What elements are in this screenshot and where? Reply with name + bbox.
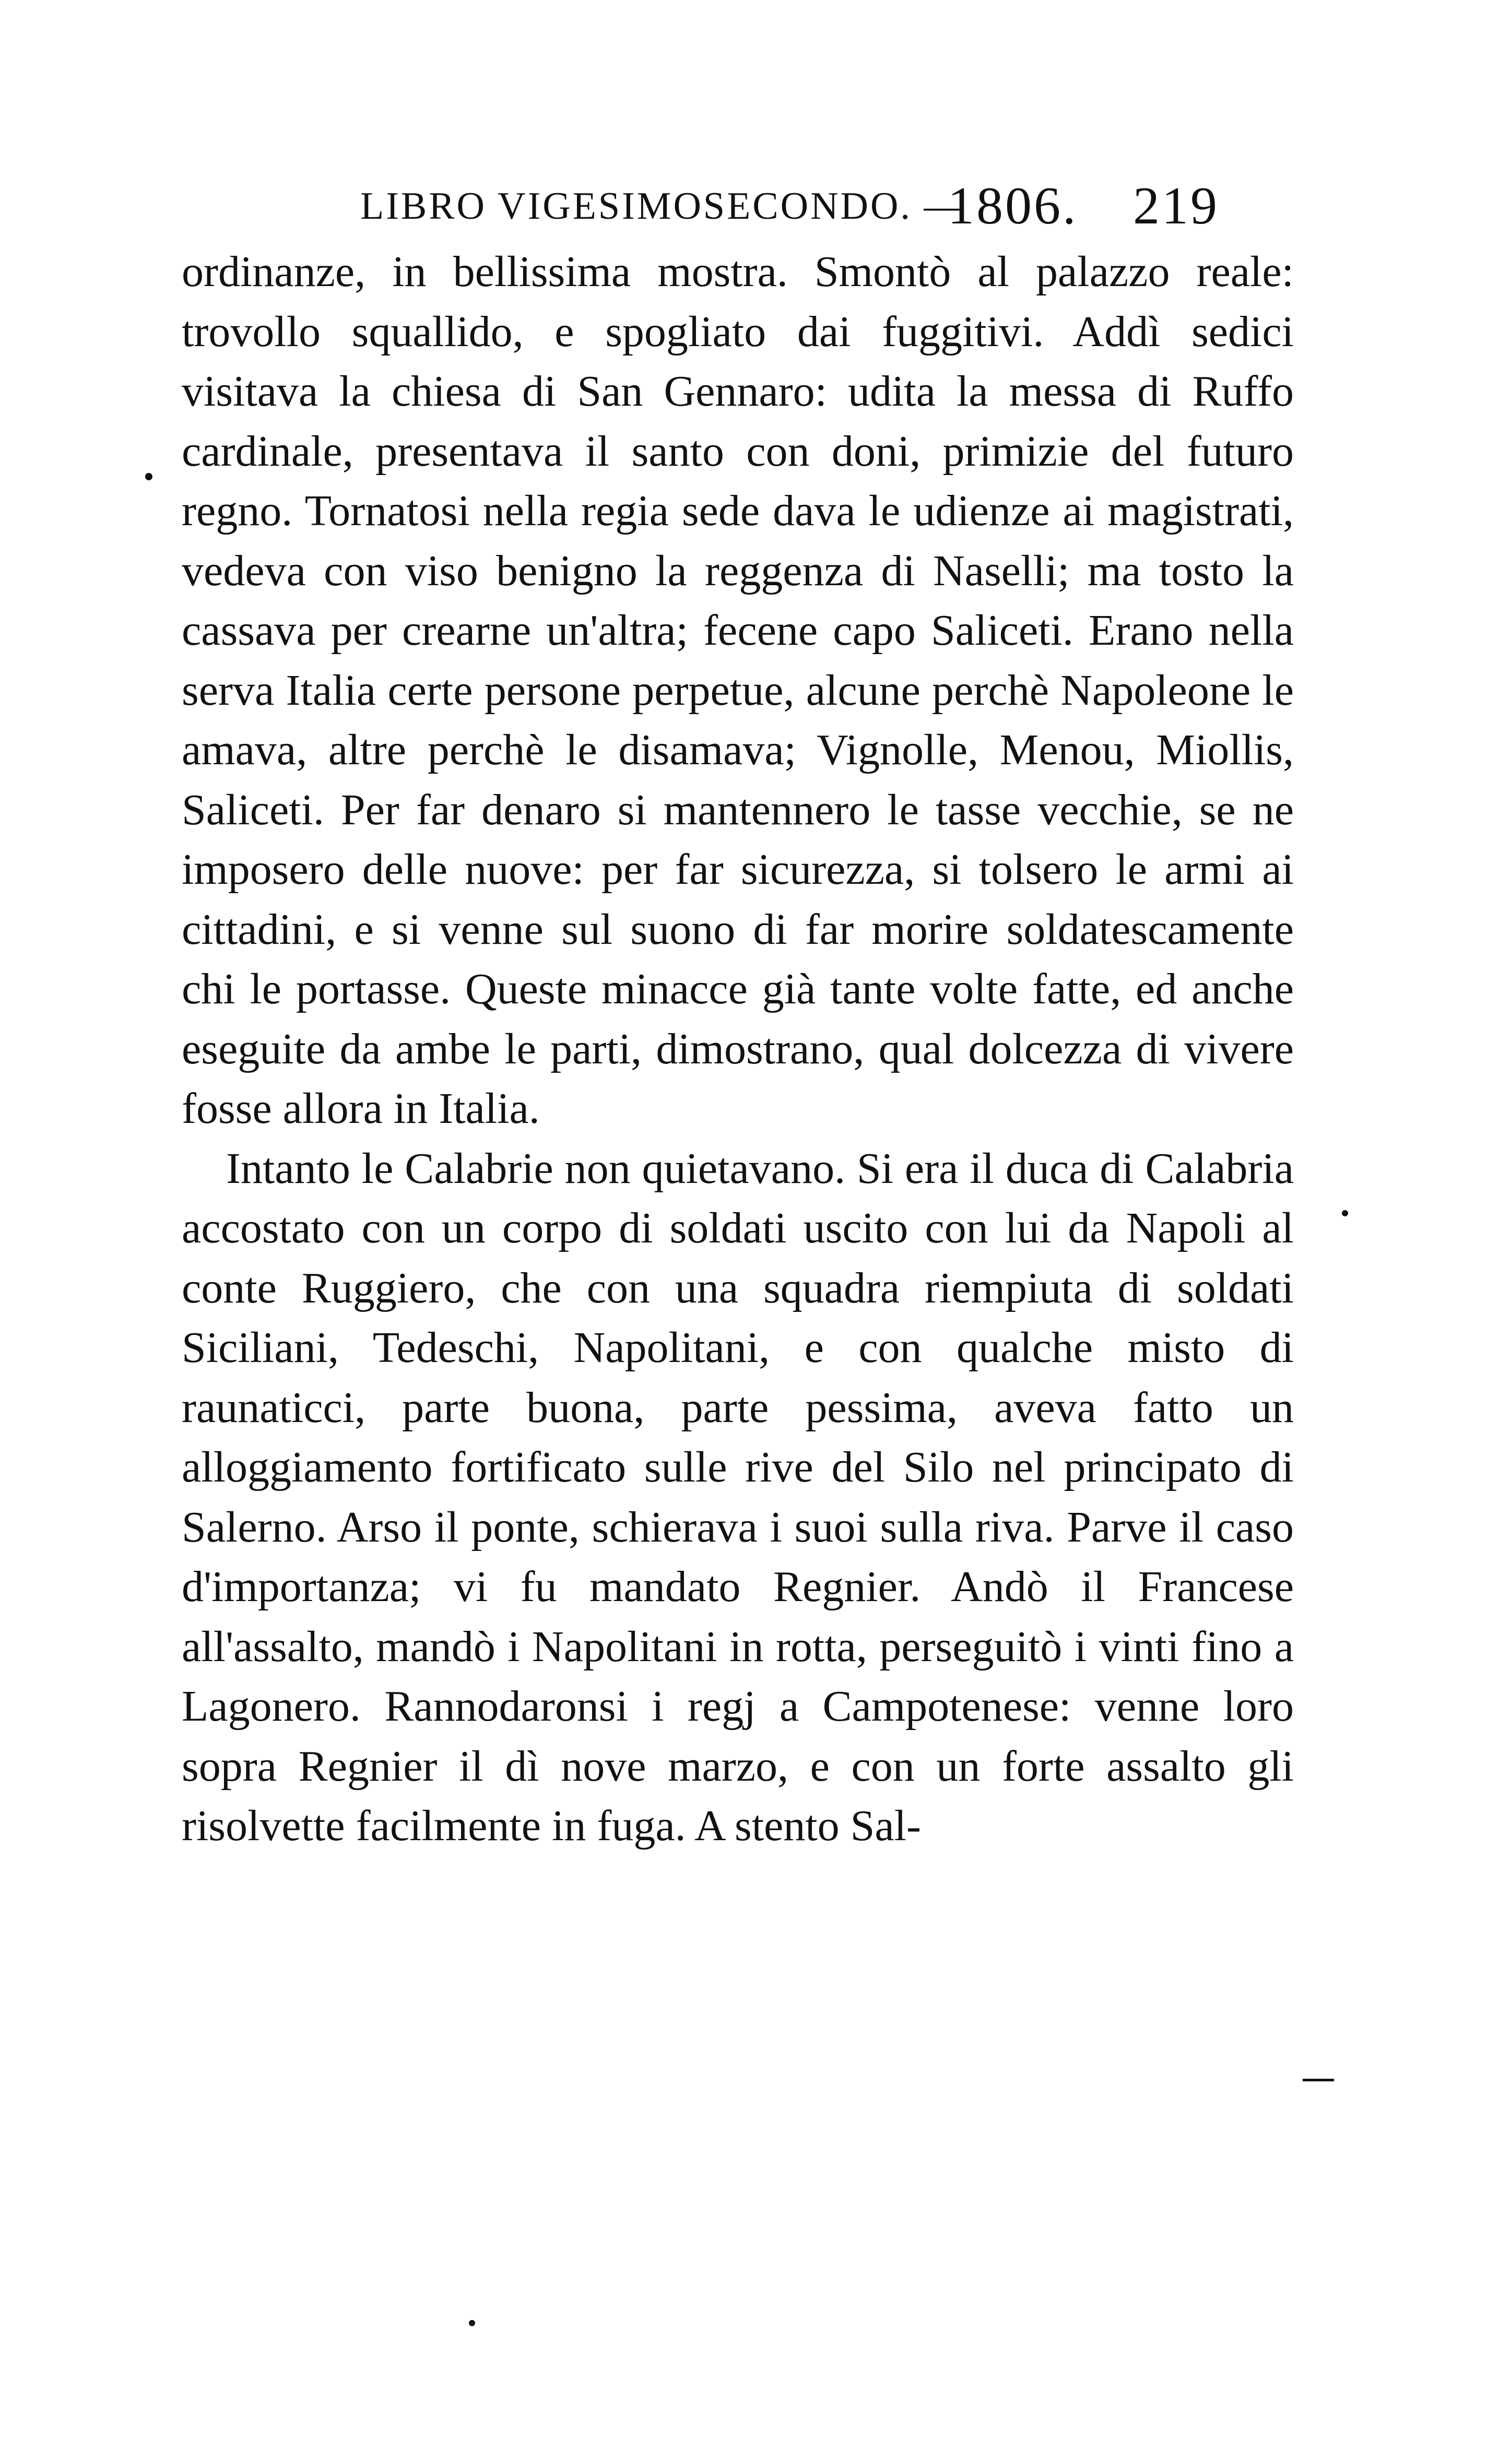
paragraph: Intanto le Calabrie non quietavano. Si era il duca di Calabria accostato con un corpo di soldati uscito con lui da Napoli al conte Ruggiero, che con una squadra riempiuta di soldati Siciliani, Tedeschi, Napolitani, e con qualche misto di raunaticci, parte buona, parte pessima, aveva fatto un alloggiamento fortificato sulle rive del Silo nel principato di Salerno. Arso il ponte, schierava i suoi sulla riva. Parve il caso d'importanza; vi fu mandato Regnier. Andò il Francese all'assalto, mandò i Napolitani in rotta, perseguitò i vinti fino a Lagonero. Rannodaronsi i regj a Campotenese: venne loro sopra Regnier il dì nove marzo, e con un forte assalto gli risolvette facilmente in fuga. A stento Sal-	[182, 1144, 1294, 1850]
paragraph: ordinanze, in bellissima mostra. Smontò al palazzo reale: trovollo squallido, e spogliato dai fuggitivi. Addì sedici visitava la chiesa di San Gennaro: udita la messa di Ruffo cardinale, presentava il santo con doni, primizie del futuro regno. Tornatosi nella regia sede dava le udienze ai magistrati, vedeva con viso benigno la reggenza di Naselli; ma tosto la cassava per crearne un'altra; fecene capo Saliceti. Erano nella serva Italia certe persone perpetue, alcune perchè Napoleone le amava, altre perchè le disamava; Vignolle, Menou, Miollis, Saliceti. Per far denaro si mantennero le tasse vecchie, se ne imposero delle nuove: per far sicurezza, si tolsero le armi ai cittadini, e si venne sul suono di far morire soldatescamente chi le portasse. Queste minacce già tante volte fatte, ed anche eseguite da ambe le parti, dimostrano, qual dolcezza di vivere fosse allora in Italia.	[182, 247, 1294, 1133]
running-head	[360, 175, 1279, 238]
margin-dash	[1303, 2079, 1334, 2081]
ink-speck	[145, 473, 152, 480]
running-head-title: LIBRO VIGESIMOSECONDO. —	[360, 185, 965, 228]
running-head-year: 1806.	[948, 176, 1078, 235]
ink-speck	[1342, 1210, 1348, 1216]
ink-speck	[469, 2320, 475, 2326]
body-text	[182, 242, 1294, 1856]
page-number: 219	[1133, 176, 1219, 235]
